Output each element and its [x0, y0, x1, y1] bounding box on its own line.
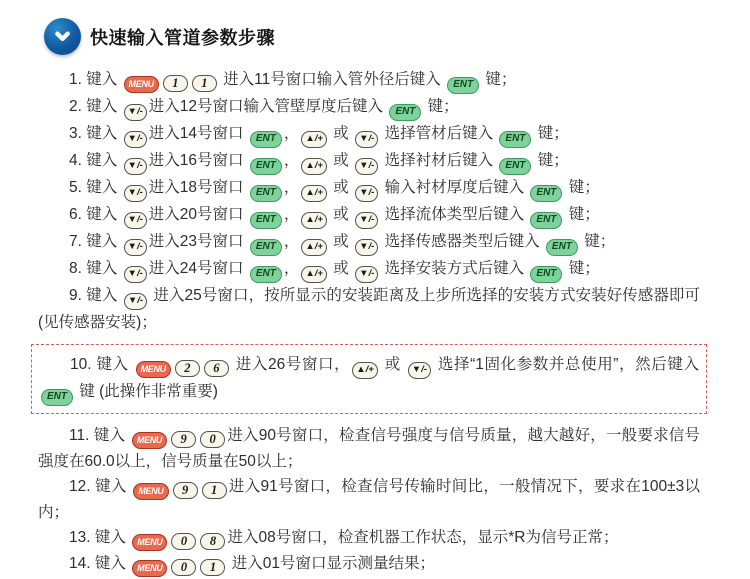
- ent-key-icon: ENT: [530, 266, 562, 283]
- digit-1-key-icon: 1: [202, 482, 227, 499]
- step-item: 14. 键入 MENU 0 1 进入01号窗口显示测量结果；: [38, 551, 700, 577]
- chevron-down-icon: [44, 18, 81, 55]
- section-header: [0, 0, 750, 63]
- ent-key-icon: ENT: [250, 185, 282, 202]
- ent-key-icon: ENT: [41, 389, 73, 406]
- ent-key-icon: ENT: [250, 239, 282, 256]
- ent-key-icon: ENT: [530, 185, 562, 202]
- ent-key-icon: ENT: [499, 131, 531, 148]
- steps-list: [0, 63, 750, 577]
- down-key-icon: ▼/-: [408, 362, 431, 379]
- ent-key-icon: ENT: [250, 131, 282, 148]
- down-key-icon: ▼/-: [355, 185, 378, 202]
- menu-key-icon: MENU: [124, 76, 159, 93]
- up-key-icon: ▲/+: [301, 158, 327, 175]
- digit-0-key-icon: 0: [171, 559, 196, 576]
- step-item: 4. 键入 ▼/- 进入16号窗口 ENT ， ▲/+ 或 ▼/- 选择衬材后键入 ENT 键；: [38, 148, 700, 175]
- digit-6-key-icon: 6: [204, 360, 229, 377]
- ent-key-icon: ENT: [250, 212, 282, 229]
- ent-key-icon: ENT: [389, 104, 421, 121]
- down-key-icon: ▼/-: [124, 158, 147, 175]
- page-title: 快速输入管道参数步骤: [90, 27, 275, 48]
- ent-key-icon: ENT: [546, 239, 578, 256]
- up-key-icon: ▲/+: [301, 266, 327, 283]
- menu-key-icon: MENU: [136, 361, 171, 378]
- step-item: 13. 键入 MENU 0 8 进入08号窗口，检查机器工作状态，显示*R为信号正常；: [38, 525, 700, 551]
- ent-key-icon: ENT: [447, 77, 479, 94]
- digit-9-key-icon: 9: [171, 431, 196, 448]
- digit-9-key-icon: 9: [173, 482, 198, 499]
- ent-key-icon: ENT: [499, 158, 531, 175]
- up-key-icon: ▲/+: [301, 131, 327, 148]
- step-item: 1. 键入 MENU 1 1 进入11号窗口输入管外径后键入 ENT 键；: [38, 67, 700, 94]
- digit-0-key-icon: 0: [200, 431, 225, 448]
- step-item: 5. 键入 ▼/- 进入18号窗口 ENT ， ▲/+ 或 ▼/- 输入衬材厚度后键入 ENT 键；: [38, 175, 700, 202]
- up-key-icon: ▲/+: [301, 212, 327, 229]
- down-key-icon: ▼/-: [124, 212, 147, 229]
- step-item: 9. 键入 ▼/- 进入25号窗口，按所显示的安装距离及上步所选择的安装方式安装好传感器即可(见传感器安装)；: [38, 287, 700, 331]
- down-key-icon: ▼/-: [355, 158, 378, 175]
- step-item: 7. 键入 ▼/- 进入23号窗口 ENT ， ▲/+ 或 ▼/- 选择传感器类型后键入 ENT 键；: [38, 229, 700, 256]
- down-key-icon: ▼/-: [124, 104, 147, 121]
- step-item: 11. 键入 MENU 9 0 进入90号窗口，检查信号强度与信号质量，越大越好，一般要求信号强度在60.0以上，信号质量在50以上；: [38, 427, 700, 470]
- step-item-highlighted: 10. 键入 MENU 2 6 进入26号窗口， ▲/+ 或 ▼/- 选择“1固化参数并总使用”，然后键入 ENT 键 (此操作非常重要): [31, 344, 707, 414]
- step-item: 12. 键入 MENU 9 1 进入91号窗口，检查信号传输时间比，一般情况下，要求在100±3以内；: [38, 478, 700, 521]
- digit-8-key-icon: 8: [200, 533, 225, 550]
- digit-2-key-icon: 2: [175, 360, 200, 377]
- ent-key-icon: ENT: [250, 266, 282, 283]
- step-item: 8. 键入 ▼/- 进入24号窗口 ENT ， ▲/+ 或 ▼/- 选择安装方式后键入 ENT 键；: [38, 256, 700, 283]
- down-key-icon: ▼/-: [124, 239, 147, 256]
- down-key-icon: ▼/-: [355, 131, 378, 148]
- down-key-icon: ▼/-: [355, 266, 378, 283]
- up-key-icon: ▲/+: [352, 362, 378, 379]
- digit-1-key-icon: 1: [192, 75, 217, 92]
- digit-1-key-icon: 1: [163, 75, 188, 92]
- digit-1-key-icon: 1: [200, 559, 225, 576]
- down-key-icon: ▼/-: [124, 266, 147, 283]
- digit-0-key-icon: 0: [171, 533, 196, 550]
- step-item: 3. 键入 ▼/- 进入14号窗口 ENT ， ▲/+ 或 ▼/- 选择管材后键入 ENT 键；: [38, 121, 700, 148]
- down-key-icon: ▼/-: [355, 239, 378, 256]
- menu-key-icon: MENU: [133, 483, 168, 500]
- menu-key-icon: MENU: [132, 534, 167, 551]
- up-key-icon: ▲/+: [301, 239, 327, 256]
- menu-key-icon: MENU: [132, 560, 167, 577]
- ent-key-icon: ENT: [530, 212, 562, 229]
- down-key-icon: ▼/-: [355, 212, 378, 229]
- up-key-icon: ▲/+: [301, 185, 327, 202]
- down-key-icon: ▼/-: [124, 131, 147, 148]
- down-key-icon: ▼/-: [124, 185, 147, 202]
- step-item: 2. 键入 ▼/- 进入12号窗口输入管壁厚度后键入 ENT 键；: [38, 94, 700, 121]
- step-item: 6. 键入 ▼/- 进入20号窗口 ENT ， ▲/+ 或 ▼/- 选择流体类型后键入 ENT 键；: [38, 202, 700, 229]
- down-key-icon: ▼/-: [124, 293, 147, 310]
- menu-key-icon: MENU: [132, 432, 167, 449]
- ent-key-icon: ENT: [250, 158, 282, 175]
